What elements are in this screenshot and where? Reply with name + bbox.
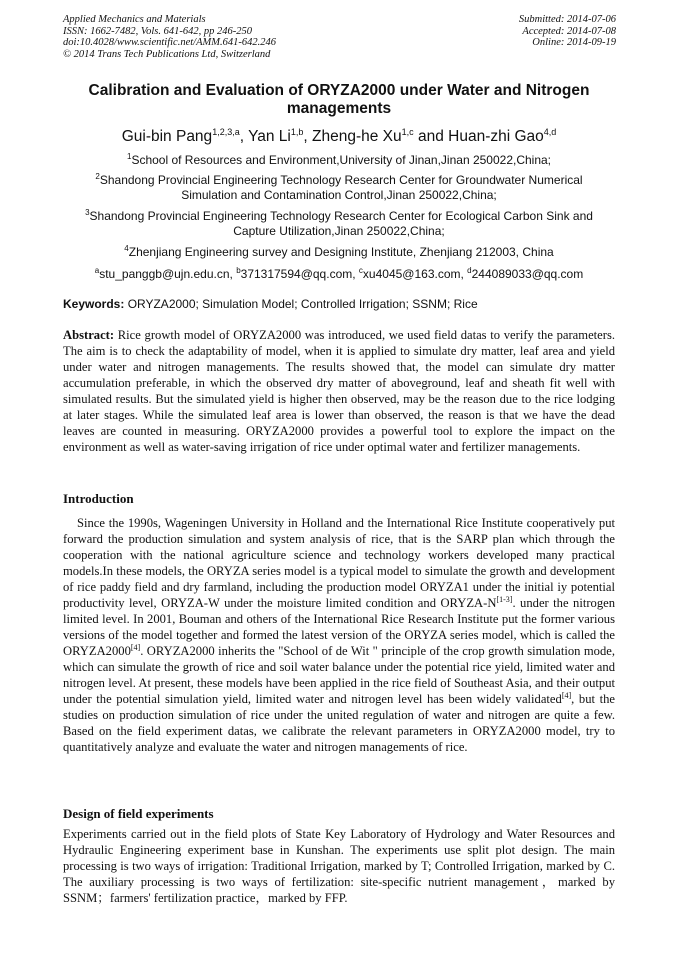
author-name: Zheng-he Xu (312, 128, 402, 146)
intro-text: Since the 1990s, Wageningen University in Holland and the International Rice Institute cooperatively put forward the production simulation and system analysis of rice, that is the SARP plan which through the cooperation with the national agriculture science and technology workers developed many practical models.In these models, the ORYZA series model is a typical model to simulate the growth and development of rice paddy field and dry farmland, including the production model ORYZA1 under the initial iy potential productivity level, ORYZA-W under the moisture limited condition and ORYZA-N (63, 516, 615, 610)
issn-line: ISSN: 1662-7482, Vols. 641-642, pp 246-250 (63, 25, 252, 37)
online-date: Online: 2014-09-19 (532, 37, 616, 48)
affiliation-text: Shandong Provincial Engineering Technology Research Center for Groundwater Numerical Simulation and Contamination Control,Jinan 250022,China; (99, 173, 583, 202)
author-separator: , (239, 128, 249, 146)
affiliation-3 (66, 205, 612, 239)
email-separator: , (229, 267, 237, 281)
design-heading: Design of field experiments (63, 806, 214, 821)
intro-text: . under the nitrogen limited level. In 2001, Bouman and others of the International Rice Research Institute put the former various versions of the model together and formed the latest version of the ORYZA series model, which is called the ORYZA2000 (63, 596, 616, 658)
affiliation-text: Shandong Provincial Engineering Technology Research Center for Ecological Carbon Sink and Capture Utilization,Jinan 250022,China; (89, 209, 593, 238)
author-separator: , (303, 128, 313, 146)
affiliation-text: School of Resources and Environment,University of Jinan,Jinan 250022,China; (131, 153, 552, 167)
abstract-label: Abstract: (63, 328, 115, 342)
dates-header (519, 14, 616, 49)
email-address: 244089033@qq.com (471, 267, 584, 281)
email-address: xu4045@163.com (362, 267, 461, 281)
affiliation-1 (60, 149, 618, 168)
keywords (63, 297, 615, 312)
email-sup: a (94, 266, 100, 275)
author-affil-sup: 1,b (290, 127, 304, 137)
email-sup: d (467, 266, 472, 275)
affiliation-4 (60, 241, 618, 260)
affiliation-number: 4 (124, 244, 129, 253)
email-address: 371317594@qq.com (240, 267, 353, 281)
email-separator: , (352, 267, 359, 281)
author-affil-sup: 4,d (543, 127, 557, 137)
copyright-line: © 2014 Trans Tech Publications Ltd, Switzerland (63, 48, 271, 60)
affiliation-number: 1 (126, 152, 132, 161)
affiliation-2 (80, 169, 598, 203)
introduction-heading: Introduction (63, 491, 134, 506)
journal-header (63, 14, 276, 60)
email-sup: b (236, 266, 241, 275)
email-sup: c (358, 266, 363, 275)
author-affil-sup: 1,2,3,a (212, 127, 240, 137)
journal-name: Applied Mechanics and Materials (63, 14, 206, 25)
citation-ref[interactable]: [4] (561, 690, 572, 700)
author-separator: and (413, 128, 449, 146)
author-name: Yan Li (248, 128, 291, 146)
affiliation-text: Zhenjiang Engineering survey and Designing Institute, Zhenjiang 212003, China (128, 245, 554, 259)
abstract-text: Rice growth model of ORYZA2000 was introduced, we used field datas to verify the parameters. The aim is to check the adaptability of model, when it is applied to simulate dry matter, leaf area and yield under water and nitrogen managements. The results showed that, the model can simulate dry matter accumulation preferable, in which the observed dry matter of aboveground, leaf and sheath fit well with simulated results. But the simulated yield is higher then observed, may be the reason due to the rice lodging at later stages. While the simulated leaf area is lower than observed, the reason is that we have the dead leaves are counted in measuring. ORYZA2000 provides a powerful tool to explore the impact on the environment as well as water-saving irrigation of rice under optimal water and fertilizer managements. (63, 328, 615, 454)
email-separator: , (460, 267, 468, 281)
author-name: Huan-zhi Gao (448, 128, 544, 146)
email-list (60, 263, 618, 282)
accepted-date: Accepted: 2014-07-08 (522, 25, 616, 37)
paper-title: Calibration and Evaluation of ORYZA2000 under Water and Nitrogen managements (88, 82, 590, 117)
introduction-paragraph (63, 515, 615, 755)
email-address: stu_panggb@ujn.edu.cn (99, 267, 230, 281)
author-list (40, 122, 638, 147)
affiliation-number: 3 (85, 208, 90, 217)
author-name: Gui-bin Pang (121, 128, 213, 146)
citation-ref[interactable]: [1-3] (496, 594, 513, 604)
keywords-label: Keywords: (63, 297, 125, 311)
doi-line: doi:10.4028/www.scientific.net/AMM.641-642.246 (63, 37, 276, 48)
intro-text: . ORYZA2000 inherits the "School of de Wit " principle of the crop growth simulation mode, which can simulate the growth of rice and soil water balance under the potential rice yield, limited water and nitrogen level. At present, these models have been applied in the rice field of Southeast Asia, and their output under the potential simulation yield, limited water and nitrogen level has been widely validated (63, 644, 615, 706)
citation-ref[interactable]: [4] (130, 642, 141, 652)
author-affil-sup: 1,c (401, 127, 414, 137)
affiliation-number: 2 (95, 172, 100, 181)
abstract (63, 327, 615, 455)
design-paragraph: Experiments carried out in the field plots of State Key Laboratory of Hydrology and Water Resources and Hydraulic Engineering experiment base in Kunshan. The experiments use split plot design. The main processing is two ways of irrigation: Traditional Irrigation, marked by T; Controlled Irrigation, marked by C. The auxiliary processing is two ways of fertilization: site-specific nutrient management，marked by SSNM；farmers' fertilization practice，marked by FFP. (63, 827, 615, 905)
intro-text: , but the studies on production simulation of rice under the united regulation of water and nitrogen are quite a few. Based on the field experiment datas, we calibrate the relevant parameters in ORYZA2000 model, try to quantitatively analyze and evaluate the water and nitrogen managements of rice. (63, 692, 615, 754)
keywords-text: ORYZA2000; Simulation Model; Controlled Irrigation; SSNM; Rice (124, 297, 478, 311)
submitted-date: Submitted: 2014-07-06 (518, 14, 616, 25)
